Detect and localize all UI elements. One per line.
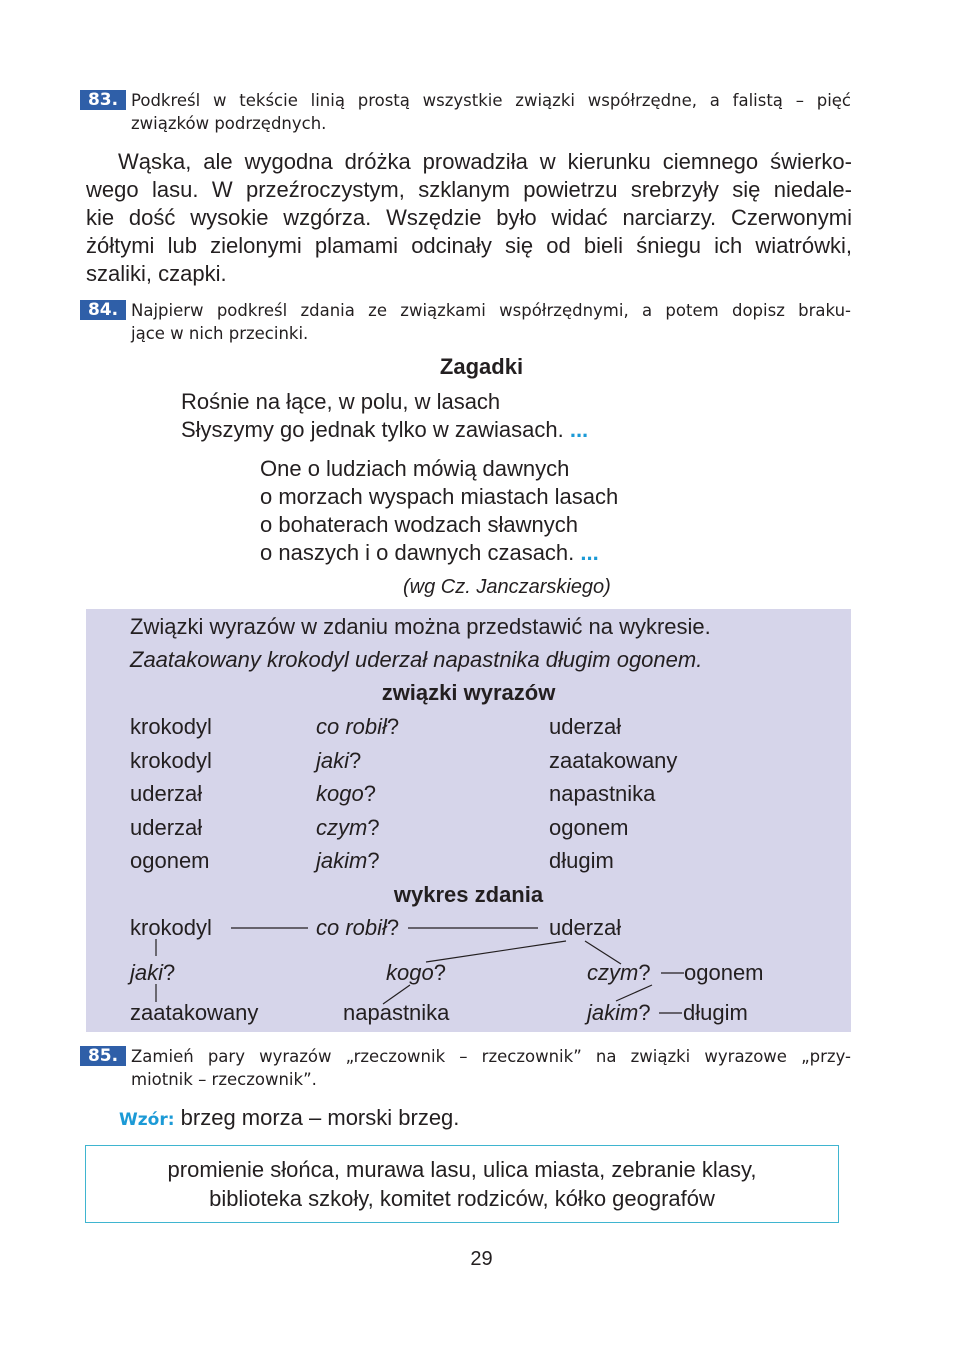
pair-word-b: długim [549,848,614,873]
exercise-85-number: 85. [80,1046,126,1066]
poem-line: Rośnie na łące, w polu, w lasach [181,389,501,414]
pair-question: co robił? [316,714,400,739]
pair-word-b: ogonem [549,815,629,840]
exercise-84-number: 84. [80,300,126,320]
instruction-line: Zamień pary wyrazów „rzeczownik – rzeczownik” na związki wyrazowe „przy- [131,1047,851,1066]
missing-punctuation-dots: ... [580,540,599,565]
poem-author: (wg Cz. Janczarskiego) [403,576,611,598]
exercise-83-text [86,148,852,288]
text-line: żółtymi lub zielonymi plamami odcinały się od bieli śniegu ich wiatrówki, [86,233,852,258]
pair-question: jaki? [316,748,362,773]
pair-word-a: uderzał [130,781,203,806]
poem-stanza-2 [260,455,618,567]
poem-line: o naszych i o dawnych czasach. ... [260,540,599,565]
pair-question: jakim? [316,848,380,873]
exercise-84-instruction [131,299,851,345]
diagram-word: uderzał [549,915,622,940]
missing-punctuation-dots: ... [569,417,589,442]
info-intro: Związki wyrazów w zdaniu można przedstawić na wykresie. [130,614,711,639]
exercise-83-number: 83. [80,90,126,110]
poem-line: o morzach wyspach miastach lasach [260,484,619,509]
diagram-question: jaki? [130,960,176,985]
example-text: brzeg morza – morski brzeg. [180,1105,460,1130]
diagram-word: ogonem [684,960,764,985]
diagram-question: czym? [587,960,651,985]
diagram-word: krokodyl [130,915,212,940]
poem-line: One o ludziach mówią dawnych [260,456,570,481]
instruction-line: jące w nich przecinki. [131,324,309,343]
word-list-box [85,1145,839,1223]
text-line: wego lasu. W przeźroczystym, szklanym powietrzu srebrzyły się niedale- [86,177,852,202]
page-number: 29 [470,1248,493,1270]
pair-word-b: zaatakowany [549,748,678,773]
connector-line [616,985,652,1001]
heading-sentence-diagram: wykres zdania [393,882,544,907]
info-box [86,609,851,1032]
instruction-line: Podkreśl w tekście linią prostą wszystkie związki współrzędne, a falistą – pięć [131,91,851,110]
example-label: Wzór: [119,1110,175,1130]
pair-question: kogo? [316,781,376,806]
poem-line: o bohaterach wodzach sławnych [260,512,578,537]
diagram-question: co robił? [316,915,400,940]
diagram-word: napastnika [343,1000,450,1025]
exercise-83-instruction [131,89,851,135]
word-list-line: biblioteka szkoły, komitet rodziców, kółko geografów [209,1186,715,1211]
poem-line: Słyszymy go jednak tylko w zawiasach. ... [181,417,589,442]
pair-question: czym? [316,815,380,840]
pair-word-a: ogonem [130,848,210,873]
pair-word-a: uderzał [130,815,203,840]
diagram-word: długim [683,1000,748,1025]
diagram-question: kogo? [386,960,446,985]
pair-word-b: uderzał [549,714,622,739]
text-line: szaliki, czapki. [86,261,227,286]
pair-word-a: krokodyl [130,714,212,739]
pair-word-a: krokodyl [130,748,212,773]
info-example-sentence: Zaatakowany krokodyl uderzał napastnika długim ogonem. [130,647,703,672]
diagram-question: jakim? [587,1000,651,1025]
instruction-line: związków podrzędnych. [131,114,327,133]
example-pattern [119,1104,459,1134]
pair-word-b: napastnika [549,781,656,806]
instruction-line: Najpierw podkreśl zdania ze związkami współrzędnymi, a potem dopisz braku- [131,301,851,320]
connector-line [426,941,566,962]
poem-stanza-1 [181,388,588,444]
heading-word-pairs: związki wyrazów [381,680,556,705]
exercise-85-instruction [131,1045,851,1091]
poem-title: Zagadki [439,354,524,379]
diagram-word: zaatakowany [130,1000,259,1025]
word-list-line: promienie słońca, murawa lasu, ulica miasta, zebranie klasy, [167,1157,757,1182]
text-line: kie dość wysokie wzgórza. Wszędzie było widać narciarzy. Czerwonymi [86,205,852,230]
text-line: Wąska, ale wygodna dróżka prowadziła w kierunku ciemnego świerko- [118,149,852,174]
instruction-line: miotnik – rzeczownik”. [131,1070,317,1089]
